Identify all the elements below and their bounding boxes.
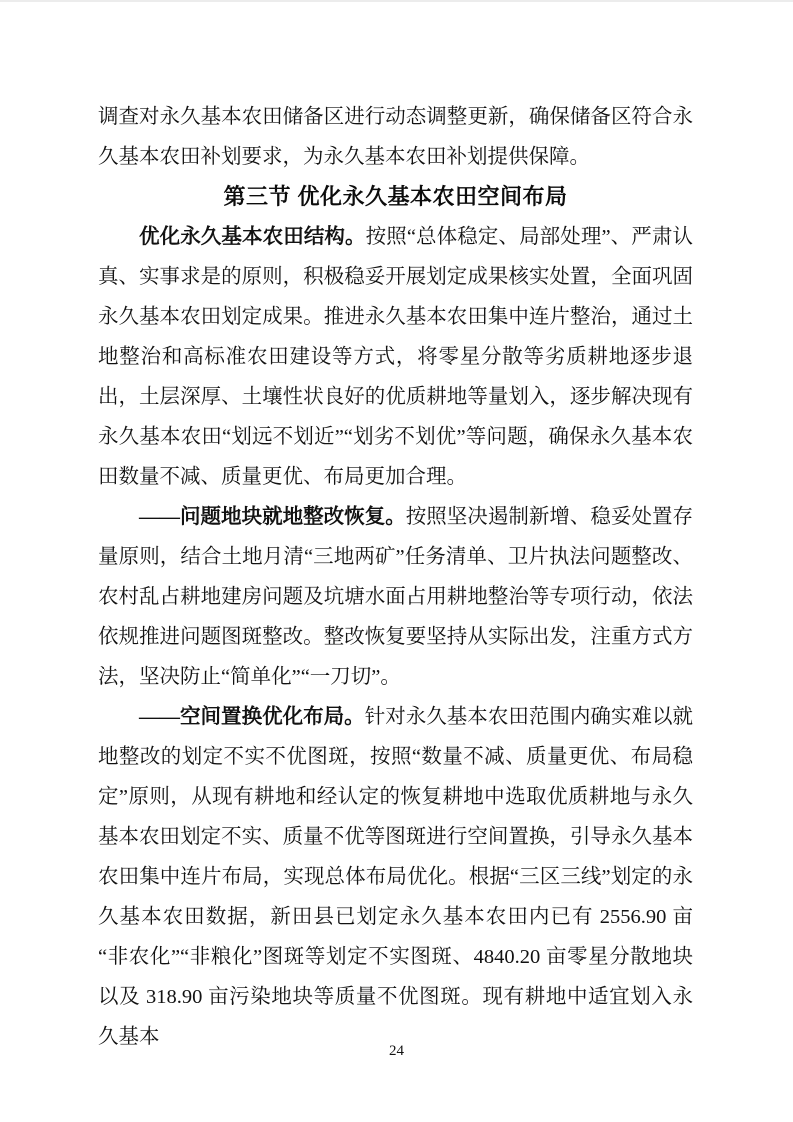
paragraph-onsite-rectification: [98, 497, 693, 697]
paragraph-spatial-replacement: [98, 697, 693, 1057]
paragraph-lead: 优化永久基本农田结构。: [139, 226, 366, 248]
paragraph-optimize-structure: [98, 217, 693, 497]
paragraph-continuation: 调查对永久基本农田储备区进行动态调整更新，确保储备区符合永久基本农田补划要求，为永久基本农田补划提供保障。: [98, 106, 693, 168]
page-number: 24: [389, 1043, 404, 1059]
paragraph-body: 针对永久基本农田范围内确实难以就地整改的划定不实不优图斑，按照“数量不减、质量更优、布局稳定”原则，从现有耕地和经认定的恢复耕地中选取优质耕地与永久基本农田划定不实、质量不优等图斑进行空间置换，引导永久基本农田集中连片布局，实现总体布局优化。根据“三区三线”划定的永久基本农田数据，新田县已划定永久基本农田内已有 2556.90 亩“非农化”“非粮化”图斑等划定不实图斑、4840.20 亩零星分散地块以及 318.90 亩污染地块等质量不优图斑。现有耕地中适宜划入永久基本: [98, 706, 694, 1048]
paragraph-body: 按照坚决遏制新增、稳妥处置存量原则，结合土地月清“三地两矿”任务清单、卫片执法问题整改、农村乱占耕地建房问题及坑塘水面占用耕地整治等专项行动，依法依规推进问题图斑整改。整改恢复要坚持从实际出发，注重方式方法，坚决防止“简单化”“一刀切”。: [98, 506, 694, 688]
page-top-edge: [0, 0, 793, 2]
document-content: [98, 97, 693, 1057]
section-heading: 第三节 优化永久基本农田空间布局: [223, 184, 568, 209]
paragraph-lead: ——问题地块就地整改恢复。: [139, 506, 406, 528]
paragraph-lead: ——空间置换优化布局。: [139, 706, 365, 728]
paragraph-body: 按照“总体稳定、局部处理”、严肃认真、实事求是的原则，积极稳妥开展划定成果核实处置，全面巩固永久基本农田划定成果。推进永久基本农田集中连片整治，通过土地整治和高标准农田建设等方式，将零星分散等劣质耕地逐步退出，土层深厚、土壤性状良好的优质耕地等量划入，逐步解决现有永久基本农田“划远不划近”“划劣不划优”等问题，确保永久基本农田数量不减、质量更优、布局更加合理。: [98, 226, 693, 488]
